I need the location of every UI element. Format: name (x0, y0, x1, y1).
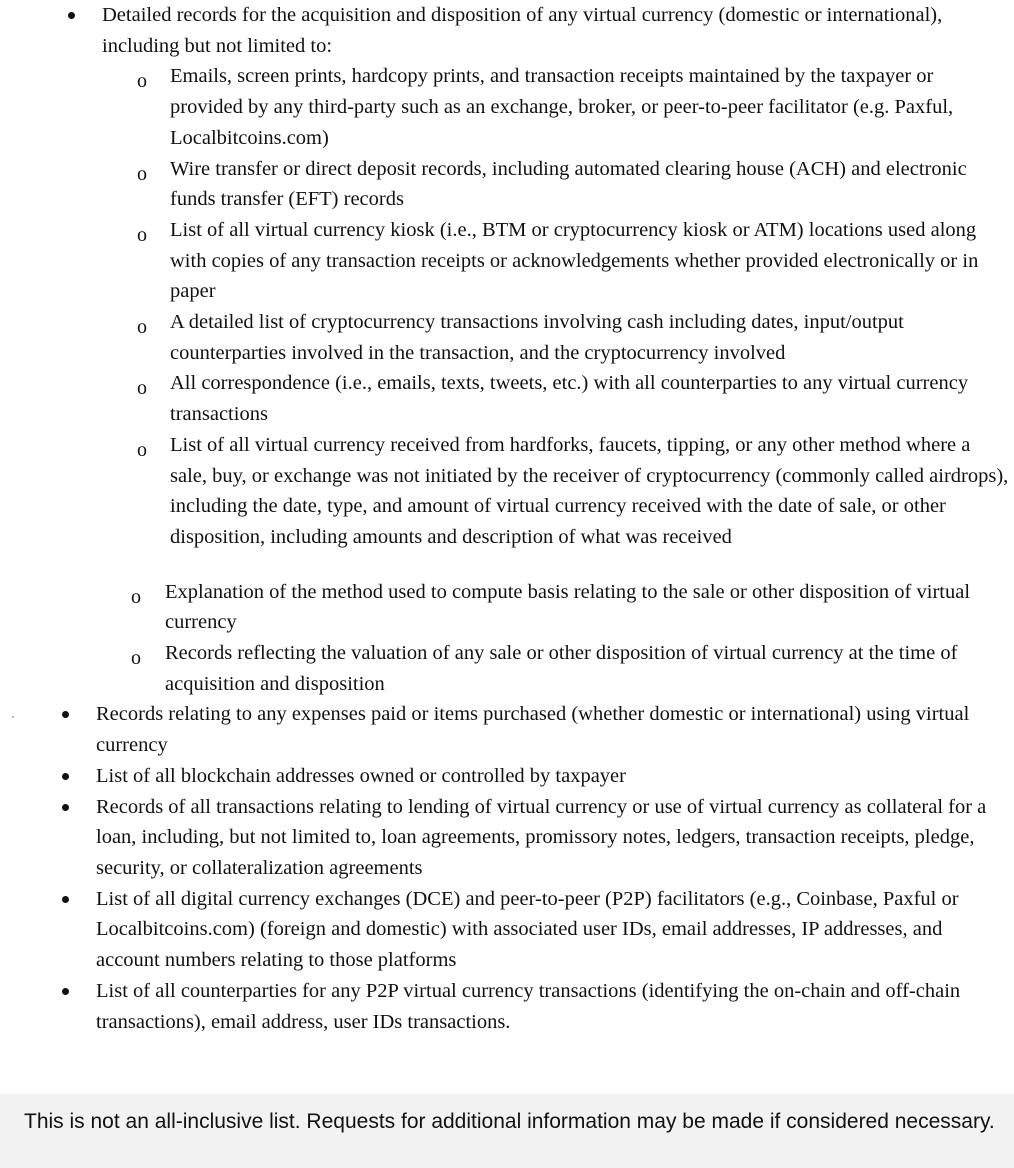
list-item-text: List of all blockchain addresses owned or controlled by taxpayer (96, 764, 626, 787)
list-item (0, 0, 1014, 61)
sub-list (0, 61, 1014, 552)
scan-speck (12, 716, 14, 718)
sub-list-item (0, 61, 1014, 153)
list-item-text: List of all digital currency exchanges (DCE) and peer-to-peer (P2P) facilitators (e.g., Coinbase, Paxful or Localbitcoins.com) (foreign and domestic) with associated user IDs, email addresses, IP addresses, and account numbers relating to those platforms (96, 887, 959, 972)
footer-note (0, 1094, 1014, 1168)
paragraph-gap (0, 553, 1014, 577)
sub-list-item-text: All correspondence (i.e., emails, texts, tweets, etc.) with all counterparties to any virtual currency transactions (170, 372, 969, 426)
footer-text: This is not an all-inclusive list. Requests for additional information may be made if considered necessary. (24, 1110, 995, 1133)
bullet-icon (62, 896, 69, 903)
sub-list-item-text: A detailed list of cryptocurrency transactions involving cash including dates, input/output counterparties involved in the transaction, and the cryptocurrency involved (170, 311, 904, 364)
bullet-icon (68, 12, 75, 19)
sub-list-item (0, 307, 1014, 368)
sub-list-item (0, 577, 1014, 638)
bullet-icon (62, 804, 69, 811)
sub-list-item (0, 638, 1014, 699)
list-item (0, 884, 1014, 976)
list-item-text: Records of all transactions relating to lending of virtual currency or use of virtual currency as collateral for a loan, including, but not limited to, loan agreements, promissory notes, ledgers, transaction receipts, pledge, security, or collateralization agreements (96, 795, 987, 879)
sub-list-item-text: Emails, screen prints, hardcopy prints, and transaction receipts maintained by the taxpayer or provided by any third-party such as an exchange, broker, or peer-to-peer facilitator (e.g. Paxful, Localbitcoins.com) (170, 65, 954, 149)
sub-list-item (0, 215, 1014, 307)
circle-bullet-icon: o (137, 223, 147, 246)
bullet-icon (62, 711, 69, 718)
sub-list-item (0, 368, 1014, 429)
list-item (0, 699, 1014, 760)
circle-bullet-icon: o (137, 316, 147, 339)
list-item-text: Detailed records for the acquisition and disposition of any virtual currency (domestic or international), including but not limited to: (102, 4, 943, 57)
sub-list-item-text: List of all virtual currency received from hardforks, faucets, tipping, or any other method where a sale, buy, or exchange was not initiated by the receiver of cryptocurrency (commonly called airdrops), including the date, type, and amount of virtual currency received with the date of sale, or other disposition, including amounts and description of what was received (170, 433, 1009, 548)
sub-list-item-text: Wire transfer or direct deposit records, including automated clearing house (ACH) and electronic funds transfer (EFT) records (170, 157, 967, 211)
circle-bullet-icon: o (131, 585, 141, 608)
list-item (0, 792, 1014, 884)
records-list (0, 0, 1014, 61)
bullet-icon (62, 988, 69, 995)
list-item (0, 976, 1014, 1037)
circle-bullet-icon: o (131, 647, 141, 670)
records-list-continued (0, 699, 1014, 1037)
sub-list-item (0, 154, 1014, 215)
sub-list-item-text: Explanation of the method used to compute basis relating to the sale or other disposition of virtual currency (165, 580, 971, 634)
sub-list-item-text: Records reflecting the valuation of any sale or other disposition of virtual currency at the time of acquisition and disposition (165, 642, 958, 695)
circle-bullet-icon: o (137, 438, 147, 461)
list-item-text: List of all counterparties for any P2P virtual currency transactions (identifying the on-chain and off-chain transactions), email address, user IDs transactions. (96, 979, 961, 1033)
bullet-icon (62, 773, 69, 780)
sub-list-item-text: List of all virtual currency kiosk (i.e., BTM or cryptocurrency kiosk or ATM) locations used along with copies of any transaction receipts or acknowledgements whether provided electronically or in paper (170, 218, 979, 303)
sub-list-item (0, 430, 1014, 553)
circle-bullet-icon: o (137, 162, 147, 185)
list-item-text: Records relating to any expenses paid or items purchased (whether domestic or international) using virtual currency (96, 703, 970, 757)
circle-bullet-icon: o (137, 70, 147, 93)
list-item (0, 761, 1014, 792)
circle-bullet-icon: o (137, 377, 147, 400)
sub-list-continued (0, 577, 1014, 700)
